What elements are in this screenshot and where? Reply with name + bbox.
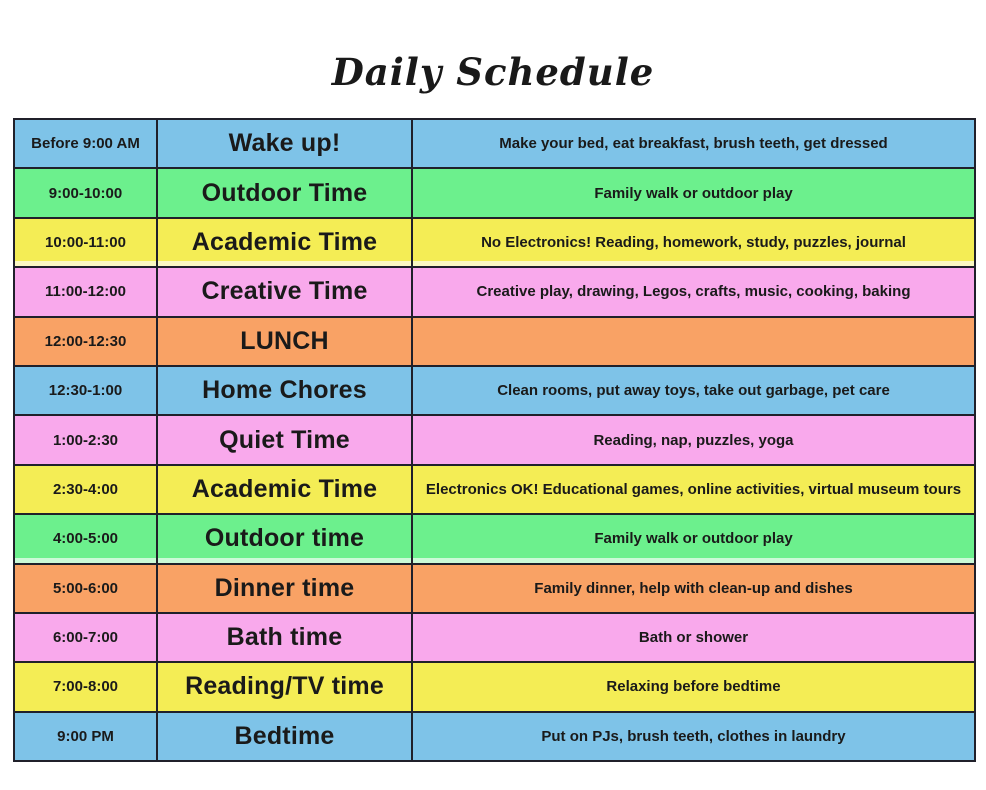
time-cell: 2:30-4:00 (15, 466, 158, 513)
description-cell: Family walk or outdoor play (594, 184, 793, 202)
table-row (15, 515, 974, 564)
activity-cell: Academic Time (158, 219, 413, 266)
schedule-table (13, 118, 976, 762)
time-cell: 12:30-1:00 (15, 367, 158, 414)
description-cell: Electronics OK! Educational games, online activities, virtual museum tours (425, 480, 962, 498)
activity-cell: Reading/TV time (158, 663, 413, 710)
table-row (15, 268, 974, 317)
activity-cell: Academic Time (158, 466, 413, 513)
activity-cell: Bath time (158, 614, 413, 661)
table-row (15, 219, 974, 268)
activity-cell: Outdoor time (158, 515, 413, 562)
table-row (15, 466, 974, 515)
time-cell: 9:00 PM (15, 713, 158, 760)
activity-cell: Home Chores (158, 367, 413, 414)
table-row (15, 120, 974, 169)
table-row (15, 416, 974, 465)
description-cell: Clean rooms, put away toys, take out garbage, pet care (497, 382, 890, 400)
activity-cell: Creative Time (158, 268, 413, 315)
time-cell: Before 9:00 AM (15, 120, 158, 167)
description-cell: Family walk or outdoor play (594, 530, 793, 548)
description-cell: Family dinner, help with clean-up and dishes (534, 579, 853, 597)
description-cell: Creative play, drawing, Legos, crafts, music, cooking, baking (476, 283, 911, 301)
table-row (15, 367, 974, 416)
table-row (15, 565, 974, 614)
activity-cell: Outdoor Time (158, 169, 413, 216)
time-cell: 11:00-12:00 (15, 268, 158, 315)
description-cell: Reading, nap, puzzles, yoga (593, 431, 794, 449)
activity-cell: Dinner time (158, 565, 413, 612)
time-cell: 6:00-7:00 (15, 614, 158, 661)
activity-cell: Bedtime (158, 713, 413, 760)
time-cell: 5:00-6:00 (15, 565, 158, 612)
time-cell: 12:00-12:30 (15, 318, 158, 365)
description-cell: Relaxing before bedtime (606, 678, 781, 696)
page-title: Daily Schedule (331, 50, 655, 94)
description-cell: Put on PJs, brush teeth, clothes in laundry (541, 727, 846, 745)
description-cell: Make your bed, eat breakfast, brush teeth, get dressed (499, 135, 888, 153)
description-cell: Bath or shower (638, 629, 749, 647)
time-cell: 4:00-5:00 (15, 515, 158, 562)
activity-cell: Quiet Time (158, 416, 413, 463)
description-cell (413, 318, 974, 365)
time-cell: 1:00-2:30 (15, 416, 158, 463)
activity-cell: Wake up! (158, 120, 413, 167)
time-cell: 10:00-11:00 (15, 219, 158, 266)
activity-cell: LUNCH (158, 318, 413, 365)
time-cell: 7:00-8:00 (15, 663, 158, 710)
table-row (15, 169, 974, 218)
description-cell: No Electronics! Reading, homework, study, puzzles, journal (481, 233, 906, 251)
table-row (15, 663, 974, 712)
time-cell: 9:00-10:00 (15, 169, 158, 216)
table-row (15, 614, 974, 663)
table-row (15, 318, 974, 367)
table-row (15, 713, 974, 760)
